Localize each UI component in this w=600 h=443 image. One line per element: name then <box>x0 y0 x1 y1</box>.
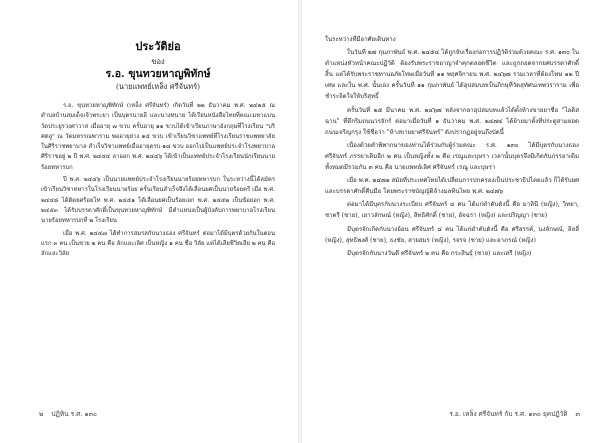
right-page <box>302 0 600 443</box>
paragraph: ปี พ.ศ. ๒๔๔๖ เป็นนายแพทย์ประจำโรงเรียนนายร้อยทหารบก ในระหว่างนี้ได้สมัครเข้าเรียนวิชาทหารในโรงเรียนนายร้อย ครั้นเรียนสำเร็จจึงได้เลื่อนยศเป็นนายร้อยตรี เมื่อ พ.ศ. ๒๔๔๘ ได้ติดยศร้อยโท พ.ศ. ๒๔๕๑ ได้เลื่อนยศเป็นร้อยเอก พ.ศ. ๒๔๕๒ เป็นข้อยอก พ.ศ. ๒๔๕๓ ได้รับบรรดาศักดิ์เป็นขุนทวยหาญพิทักษ์ มีตำแหน่งเป็นผู้บังคับการพยาบาลโรงเรียนนายร้อยทหารบกที่ ๒ โรงเรียน <box>41 177 275 225</box>
right-page-text-column <box>325 34 579 400</box>
page-number: ๓ <box>575 410 580 418</box>
person-alias: (นายแพทย์เหล็ง ศรีจันทร์) <box>115 82 201 91</box>
paragraph: ในระหว่างที่มีอาศัยเดินทาง <box>325 36 396 43</box>
person-name: ร.อ. ขุนทวยหาญพิทักษ์ <box>105 68 211 80</box>
paragraph: ครั้นวันที่ ๒๕ มีนาคม พ.ศ. ๒๔๖๗ หลังจากลาอุปสมบทแล้วได้ตั้งห้างขายยาชื่อ "ไอดิสฉาน" ที่ตึกริมถนนวรจักร์ ต่อมาเมื่อวันที่ ๑ ธันวาคม พ.ศ. ๒๔๗๔ ได้ย้ายมาตั้งที่ประตูสามยอด ถนนเจริญกรุง ใช้ชื่อว่า "ห้างขายยาศรีจันทร์" ดังปรากฏอยู่จนถึงบัดนี้ <box>325 106 579 136</box>
title-of: ของ <box>151 57 165 66</box>
running-footer: ร.อ. เหล็ง ศรีจันทร์ กับ ร.ศ. ๑๓๐ ยุคปฏิวัติ <box>449 410 568 418</box>
paragraph: ร.อ. ขุนทวยหาญพิทักษ์ (เหล็ง ศรีจันทร์) เกิดวันที่ ๒๒ ธันวาคม พ.ศ. ๒๔๒๕ ณ ตำบลบ้านสมเด็จเจ้าพระยา เป็นบุตรนายลี และนางหนาย ได้เรียนหนังสือไทยที่คณะมหาแบน วัดประยูรวงศาวาส เมื่ออายุ ๗ ขวบ ครั้นอายุ ๑๑ ขวบได้เข้าเรียนภาษาอังกฤษที่โรงเรียน "บริศตลู" ณ วัดมหรรณพาราม พออายุย่าง ๑๕ ขวบ เข้าเรียนวิชาแพทย์ที่โรงเรียนราชแพทยาลัยในศิริราชพยาบาล สำเร็จวิชาแพทย์เมื่ออายุครบ ๑๘ ขวบ ออกไปเป็นแพทย์ประจำโรงพยาบาลศิริราชอยู่ ๒ ปี พ.ศ. ๒๔๔๔ ลาออก พ.ศ. ๒๔๔๖ ได้เข้าเป็นแพทย์ประจำโรงเรียนนักเรียนนายร้อยทหารบก <box>41 103 275 171</box>
paragraph: เมื่อ พ.ศ. ๒๔๔๗ ได้ทำการสมรสกับนางธอง ศรีจันทร์ ต่อมาได้มีบุตรด้วยกันในตอนแรก ๓ คน เป็นชาย ๒ คน คือ ลักและเลิศ เป็นหญิง ๑ คน ชื่อ วิลัย แต่ได้เสียชีวิตเสีย ๒ คน คือ ลักและวิลัย <box>41 230 275 258</box>
paragraph: เนื่องด้วยคำพิพากษาของท่านได้ร่วมกับผู้ร่วมคณะ ร.ศ. ๑๓๐ ได้มีบุตรกับนางธอง ศรีจันทร์ ภรรยาเดิมอีก ๒ คน เป็นหญิงทั้ง ๒ คือ เรณูและบุษรา เวลานั้นบุตรจึงมีเกิดกับภรรยาเดิมทั้งหมดมีรวมกัน ๓ คน คือ นายแพทย์เลิศ ศรีจันทร์ เรณู และบุษรา <box>325 141 579 172</box>
paragraph: มีบุตรจักกับนางวันดี ศรีจันทร์ ๒ คน คือ กระสินธุ์ (ชาย) และเสรี (หญิง) <box>347 249 532 257</box>
running-footer: ปฏิทิน ร.ศ. ๑๓๐ <box>51 410 98 418</box>
left-page <box>0 0 298 443</box>
page-number: ๒ <box>39 410 44 418</box>
left-page-footer <box>39 409 97 419</box>
left-page-text-column <box>41 40 275 400</box>
right-page-footer <box>449 409 580 419</box>
paragraph: ต่อมาได้มีบุตรกับนางระเบียบ ศรีจันทร์ ๔ คน ได้แก่ตำดับดังนี้ คือ มาลินี (หญิง), วิทยา, ชาตรี (ชาย), เยาวลักษณ์ (หญิง), สิทธิศักดิ์ (ชาย), อัจฉรา (หญิง) และปริญญา (ชาย) <box>325 201 579 220</box>
paragraph: มีบุตรจักเกิดกับนางอ้อน ศรีจันทร์ ๔ คน ได้แก่ตำดับดังนี้ คือ ศรีสรรค์, นงลักษณ์, ลิลลี่ (หญิง), สุทธิพงศ์ (ชาย), ธงชัย, สายสมร (หญิง), รจรจ (ชาย) และอาภรณ์ (หญิง) <box>325 225 579 244</box>
paragraph: เมื่อ พ.ศ. ๒๔๗๑ สมัยที่ประเทศไทยได้เปลี่ยนการปกครองเป็นประชาธิปไตยแล้ว ก็ได้รับยศและบรรดาศักดิ์คืนมือ โดยพระราชบัญญัติล้างมลทินไทย พ.ศ. ๒๔๗๖ <box>325 177 579 196</box>
section-title: ประวัติย่อ <box>135 40 181 53</box>
paragraph: ในวันที่ ๒๗ กุมภาพันธ์ พ.ศ. ๒๔๕๔ ได้ถูกจับเรื่องก่อการปฏิวัติร่วมด้วยคณะ ร.ศ. ๑๓๐ ในตำแหน่งหัวหน้าคณะปฏิวัติ ต้องรับพระราชอาญาจำคุกตลอดชีวิต และถูกถอดจากยศบรรดาศักดิ์สิ้น แต่ได้รับพระราชทานอภัยโทษเมื่อวันที่ ๑๑ พฤศจิกายน พ.ศ. ๒๔๖๗ รวมเวลาที่ต้องโทษ ๑๒ ปีเศษ และใน พ.ศ. นั้นเอง ครั้นวันที่ ๑๑ กุมภาพันธ์ ได้อุปสมบทเป็นภิกษุที่วัดสุทัศนเทพวราราม เพื่อชำระจิตใจให้บริสุทธิ์ <box>325 49 579 101</box>
